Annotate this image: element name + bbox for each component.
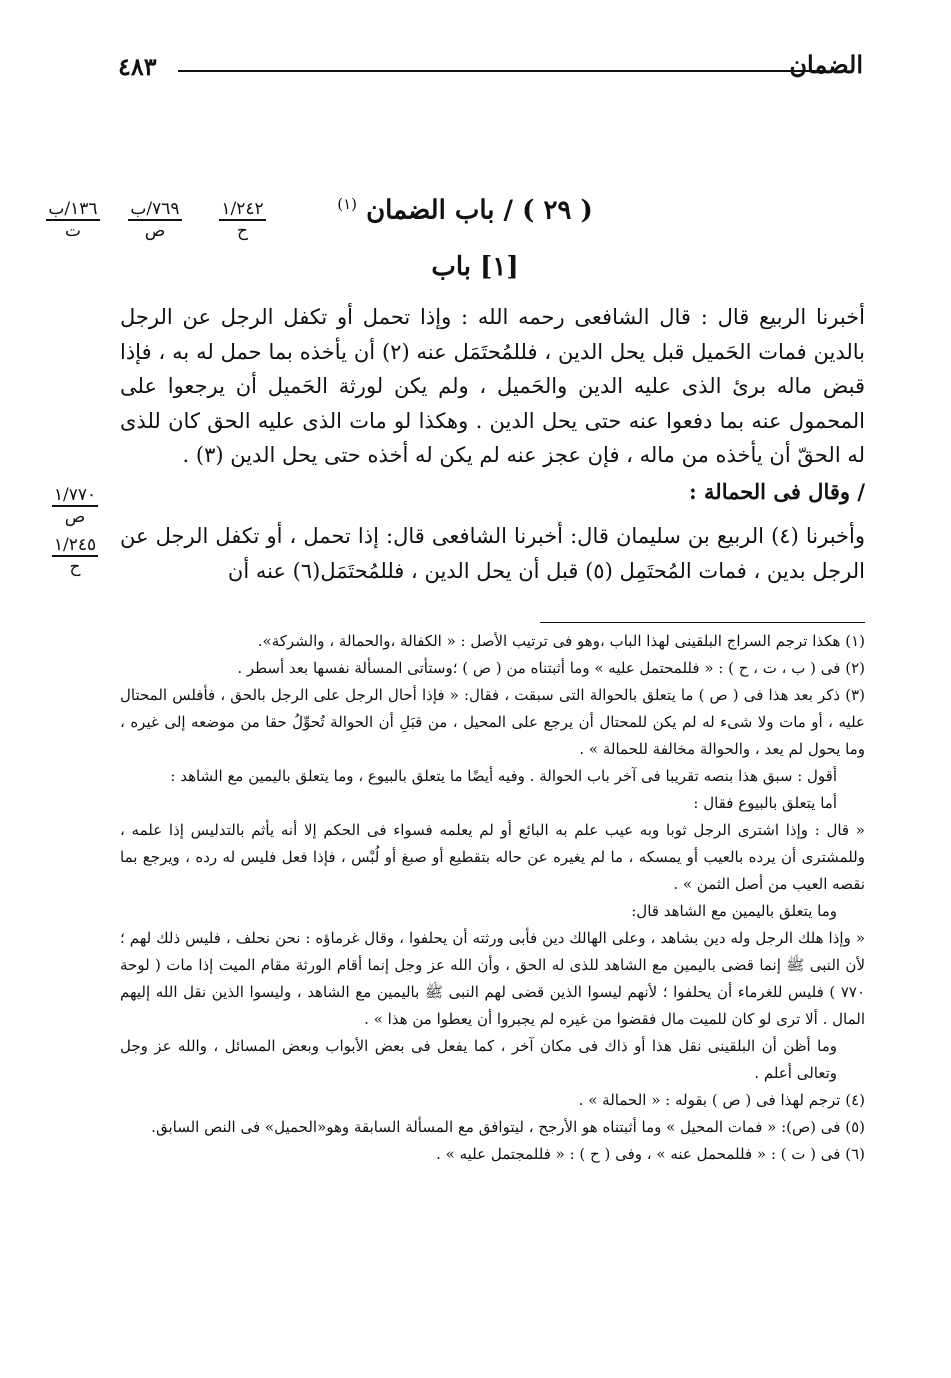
footnote: (٦) فى ( ت ) : « فللمحمل عنه » ، وفى ( ح ) : « فللمجتمل عليه » . bbox=[436, 1145, 865, 1163]
footnote-quote: « وإذا هلك الرجل وله دين بشاهد ، وعلى الهالك دين فأبى ورثته أن يحلفوا ، وقال غرماؤه : نحن نحلف ، فليس ذلك لهم ؛ لأن النبى ﷺ إنما قضى باليمين مع الشاهد للذى له الحق ، وأن الله عز وجل إنما أقام الورثة مقام الميت إذا مات ( لوحة ٧٧٠ ) فليس للغرماء أن يحلفوا ؛ لأنهم ليسوا الذين قضى لهم النبى ﷺ باليمين مع الشاهد ، وليسوا الذين نقل الله إليهم المال . ألا ترى لو كان للميت مال فقضوا من غيره لم يجبروا أن يعطوا من هذا » . bbox=[120, 929, 865, 1028]
manuscript-siglum: ح bbox=[69, 557, 81, 577]
footnote: (٢) فى ( ب ، ت ، ح ) : « فللمحتمل عليه » وما أثبتناه من ( ص ) ؛وستأتى المسألة نفسها بعد أسطر . bbox=[237, 659, 865, 677]
folio-number: ١/٢٤٢ bbox=[221, 199, 264, 219]
manuscript-siglum: ص bbox=[144, 221, 166, 241]
folio-number: ١/٢٤٥ bbox=[53, 535, 97, 555]
footnote-marker: (١) bbox=[337, 195, 358, 213]
header-rule bbox=[178, 70, 823, 72]
manuscript-ref-side bbox=[40, 484, 110, 584]
footnotes bbox=[120, 628, 865, 1168]
chapter-title-text: ( ٢٩ ) / باب الضمان bbox=[366, 195, 593, 226]
manuscript-siglum: ص bbox=[64, 507, 86, 527]
footnotes-rule bbox=[540, 622, 865, 623]
footnote: (٣) ذكر بعد هذا فى ( ص ) ما يتعلق بالحوالة التى سبقت ، فقال: « فإذا أحال الرجل على الرجل بالحق ، فأفلس المحتال عليه ، أو مات ولا شىء له لم يكن للمحتال أن يرجع على المحيل ، من قبَلِ أن الحوالة تُحوِّلُ حقا من موضعه إلى غيره ، وما يحول لم يعد ، والحوالة مخالفة للحمالة » . bbox=[120, 686, 865, 758]
footnote-comment: أما يتعلق بالبيوع فقال : bbox=[693, 794, 837, 812]
manuscript-ref-t bbox=[38, 198, 108, 242]
body-paragraph: وأخبرنا (٤) الربيع بن سليمان قال: أخبرنا الشافعى قال: إذا تحمل ، أو تكفل الرجل عن الرجل بدين ، فمات المُحتَمِل (٥) قبل أن يحل الدين ، فللمُحتَمَل(٦) عنه أن bbox=[120, 524, 865, 583]
manuscript-ref-h bbox=[210, 198, 275, 242]
page-number: ٤٨٣ bbox=[118, 52, 157, 81]
manuscript-siglum: ح bbox=[237, 221, 248, 241]
chapter-title bbox=[300, 195, 630, 226]
footnote: (١) هكذا ترجم السراج البلقينى لهذا الباب ،وهو فى ترتيب الأصل : « الكفالة ،والحمالة ، والشركة». bbox=[257, 632, 865, 650]
footnote: (٤) ترجم لهذا فى ( ص ) بقوله : « الحمالة » . bbox=[578, 1091, 865, 1109]
footnote-comment: وما يتعلق باليمين مع الشاهد قال: bbox=[631, 902, 837, 920]
section-label: / وقال فى الحمالة : bbox=[688, 478, 865, 504]
footnote-comment: وما أظن أن البلقينى نقل هذا أو ذاك فى مكان آخر ، كما يفعل فى بعض الأبواب وبعض المسائل ، والله عز وجل وتعالى أعلم . bbox=[120, 1037, 837, 1082]
manuscript-ref-s bbox=[120, 198, 190, 242]
folio-number: ١/٧٧٠ bbox=[53, 485, 97, 505]
folio-number: ٧٦٩/ب bbox=[130, 199, 180, 219]
folio-number: ١٣٦/ب bbox=[48, 199, 98, 219]
main-text bbox=[120, 300, 865, 588]
body-paragraph: أخبرنا الربيع قال : قال الشافعى رحمه الله : وإذا تحمل أو تكفل الرجل عن الرجل بالدين فمات الحَميل قبل يحل الدين ، فللمُحتَمَل عنه (٢) أن يأخذه بما حمل له به ، فإذا قبض ماله برئ الذى عليه الدين والحَميل ، ولم يكن لورثة الحَميل أن يرجعوا على المحمول عنه بما دفعوا عنه حتى يحل الدين . وهكذا لو مات الذى عليه الحق كان للذى له الحقّ أن يأخذه من ماله ، فإن عجز عنه لم يكن له أخذه حتى يحل الدين (٣) . bbox=[120, 305, 866, 467]
manuscript-siglum: ت bbox=[64, 221, 81, 241]
running-title: الضمان bbox=[789, 50, 863, 79]
footnote-quote: « قال : وإذا اشترى الرجل ثوبا وبه عيب علم به البائع أو لم يعلمه فسواء فى الحكم إلا أنه يأثم بالتدليس إذا علمه ، وللمشترى أن يرده بالعيب أو يمسكه ، ما لم يغيره عن حاله بتقطيع أو صبغ أو لُبْس ، فإذا فعل فليس له رده ، ويرجع بما نقصه العيب من أصل الثمن » . bbox=[120, 821, 865, 893]
section-title: [١] باب bbox=[431, 252, 519, 282]
footnote: (٥) فى (ص): « فمات المحيل » وما أثبتناه هو الأرجح ، ليتوافق مع المسألة السابقة وهو«الحميل» فى النص السابق. bbox=[151, 1118, 865, 1136]
footnote-comment: أقول : سبق هذا بنصه تقريبا فى آخر باب الحوالة . وفيه أيضًا ما يتعلق بالبيوع ، وما يتعلق باليمين مع الشاهد : bbox=[170, 767, 837, 785]
